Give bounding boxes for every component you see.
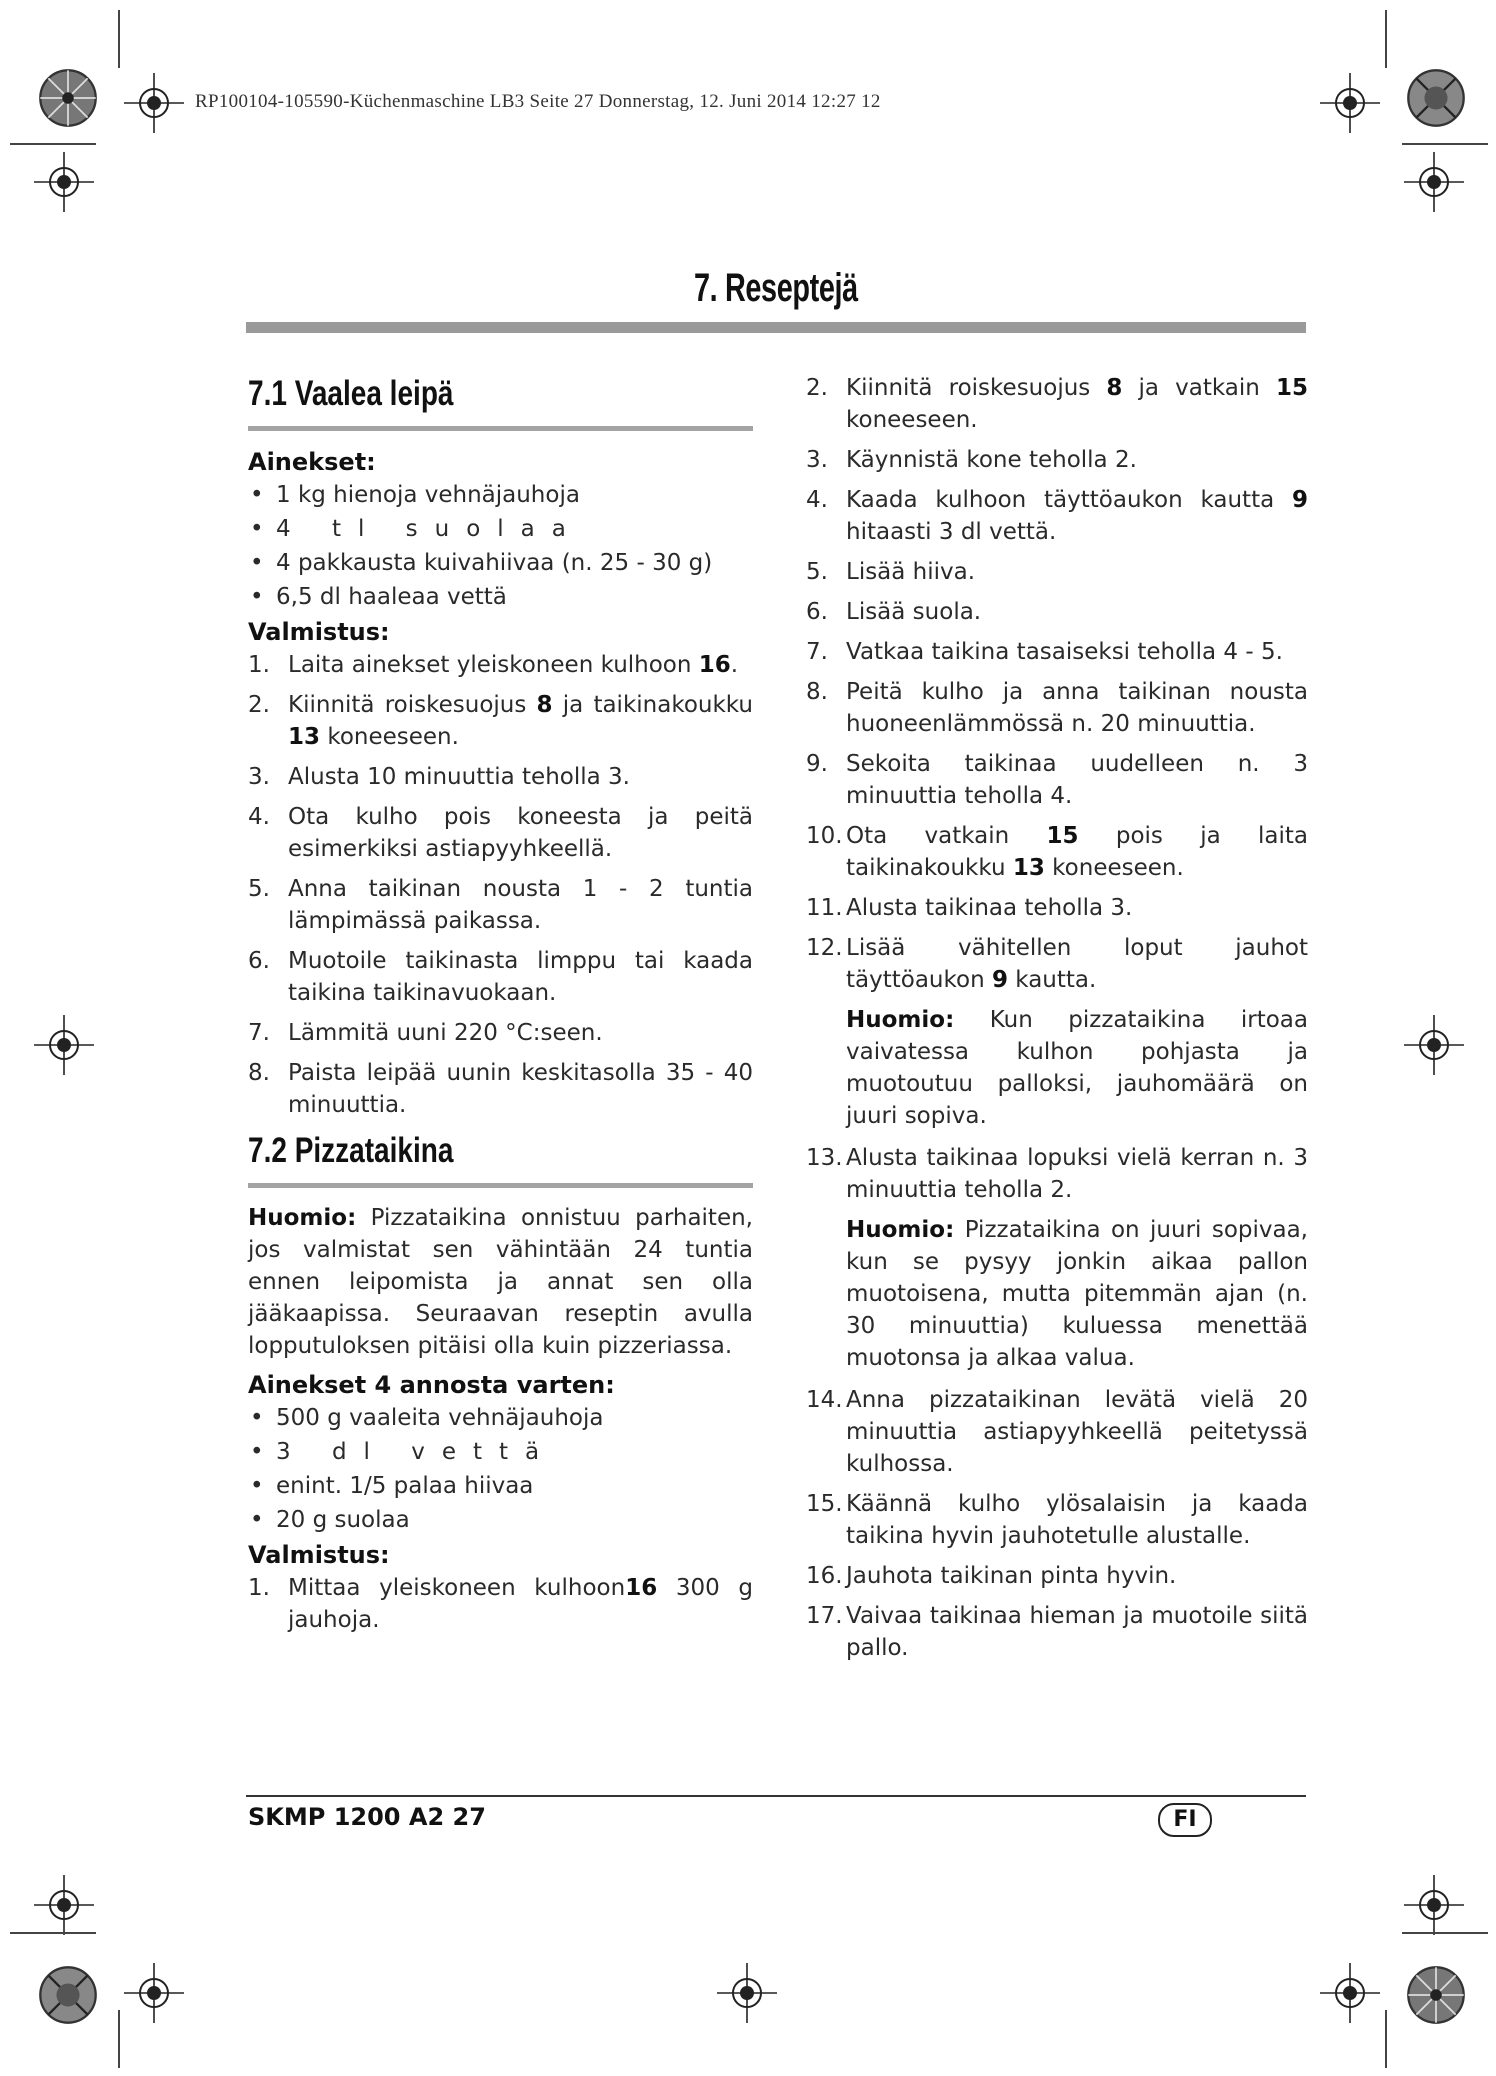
section-title-pizzataikina: 7.2 Pizzataikina (248, 1131, 454, 1170)
ingredient-item: • 1 kg hienoja vehnäjauhoja (248, 479, 753, 511)
step-item: 10. Ota vatkain 15 pois ja laita taikinakoukku 13 koneeseen. (806, 823, 1309, 881)
ingredient-item: • 4 tl suolaa (248, 513, 753, 545)
left-column (248, 372, 753, 1644)
section-rule (248, 1183, 753, 1188)
print-slug: RP100104-105590-Küchenmaschine LB3 Seite 27 Donnerstag, 12. Juni 2014 12:27 12 (195, 91, 881, 112)
note-paragraph: Huomio: Pizzataikina onnistuu parhaiten, jos valmistat sen vähintään 24 tuntia ennen leipomista ja annat sen olla jääkaapissa. Seuraavan reseptin avulla lopputuloksen pitäisi olla kuin pizzeriassa. (248, 1205, 753, 1359)
step-item: 12. Lisää vähitellen loput jauhot täyttöaukon 9 kautta. (806, 935, 1308, 993)
step-item: 5. Anna taikinan nousta 1 - 2 tuntia lämpimässä paikassa. (248, 876, 753, 934)
section-title-vaalea-leipa: 7.1 Vaalea leipä (248, 374, 454, 413)
step-item: 6. Muotoile taikinasta limppu tai kaada taikina taikinavuokaan. (248, 948, 753, 1006)
step-item: 15. Käännä kulho ylösalaisin ja kaada taikina hyvin jauhotetulle alustalle. (806, 1491, 1308, 1549)
ingredients-heading: Ainekset: (248, 448, 376, 476)
section-rule (248, 426, 753, 431)
step-item: 1. Laita ainekset yleiskoneen kulhoon 16. (248, 652, 739, 678)
step-item: 2. Kiinnitä roiskesuojus 8 ja vatkain 15 koneeseen. (806, 375, 1308, 433)
registration-mark-icon (34, 1015, 94, 1075)
registration-mark-icon (1320, 73, 1380, 133)
method-heading: Valmistus: (248, 1541, 390, 1569)
color-target-icon (1406, 1965, 1458, 2017)
ingredient-item: • 500 g vaaleita vehnäjauhoja (248, 1402, 753, 1434)
ingredients-heading: Ainekset 4 annosta varten: (248, 1371, 615, 1399)
color-target-icon (38, 1965, 90, 2017)
footer-model-page: SKMP 1200 A2 27 (248, 1803, 486, 1831)
color-target-icon (38, 68, 90, 120)
crop-mark (1402, 143, 1488, 145)
crop-mark (1385, 10, 1387, 68)
step-item: 3. Käynnistä kone teholla 2. (806, 447, 1137, 473)
page-number: 27 (452, 1803, 486, 1831)
registration-mark-icon (1404, 152, 1464, 212)
step-item: 8. Peitä kulho ja anna taikinan nousta huoneenlämmössä n. 20 minuuttia. (806, 679, 1308, 737)
step-item: 14. Anna pizzataikinan levätä vielä 20 minuuttia astiapyyhkeellä peitetyssä kulhossa. (806, 1387, 1308, 1477)
step-list (248, 649, 753, 1121)
ingredient-item: • enint. 1/5 palaa hiivaa (248, 1470, 753, 1502)
note-paragraph: Huomio: Pizzataikina on juuri sopivaa, kun se pysyy jonkin aikaa pallon muotoisena, mutta pitemmän ajan (n. 30 minuuttia) kuluessa menettää muotonsa ja alkaa valua. (846, 1217, 1308, 1371)
crop-mark (10, 1932, 96, 1934)
step-item: 2. Kiinnitä roiskesuojus 8 ja taikinakoukku 13 koneeseen. (248, 692, 753, 750)
ingredient-item: • 6,5 dl haaleaa vettä (248, 581, 753, 613)
step-item: 1. Mittaa yleiskoneen kulhoon16 300 g jauhoja. (248, 1575, 753, 1633)
step-item: 8. Paista leipää uunin keskitasolla 35 - 40 minuuttia. (248, 1060, 753, 1118)
language-badge: FI (1158, 1803, 1212, 1837)
step-list (806, 1384, 1308, 1664)
step-item: 6. Lisää suola. (806, 599, 982, 625)
registration-mark-icon (1320, 1963, 1380, 2023)
ingredient-list (248, 1402, 753, 1536)
step-item: 11. Alusta taikinaa teholla 3. (806, 895, 1133, 921)
crop-mark (1402, 1932, 1488, 1934)
step-item: 3. Alusta 10 minuuttia teholla 3. (248, 764, 630, 790)
step-item: 9. Sekoita taikinaa uudelleen n. 3 minuuttia teholla 4. (806, 751, 1308, 809)
ingredient-item: • 4 pakkausta kuivahiivaa (n. 25 - 30 g) (248, 547, 753, 579)
method-heading: Valmistus: (248, 618, 390, 646)
step-list (806, 1142, 1308, 1206)
registration-mark-icon (124, 73, 184, 133)
crop-mark (10, 143, 96, 145)
step-item: 13. Alusta taikinaa lopuksi vielä kerran n. 3 minuuttia teholla 2. (806, 1145, 1308, 1203)
color-target-icon (1406, 68, 1458, 120)
chapter-title: 7. Reseptejä (694, 266, 858, 310)
crop-mark (1385, 2010, 1387, 2068)
step-list (806, 372, 1308, 996)
registration-mark-icon (1404, 1015, 1464, 1075)
ingredient-list (248, 479, 753, 613)
chapter-rule (246, 322, 1306, 333)
step-item: 4. Ota kulho pois koneesta ja peitä esimerkiksi astiapyyhkeellä. (248, 804, 753, 862)
step-item: 4. Kaada kulhoon täyttöaukon kautta 9 hitaasti 3 dl vettä. (806, 487, 1308, 545)
registration-mark-icon (34, 1875, 94, 1935)
step-list (248, 1572, 753, 1636)
step-item: 7. Lämmitä uuni 220 °C:seen. (248, 1020, 603, 1046)
crop-mark (118, 2010, 120, 2068)
step-item: 17. Vaivaa taikinaa hieman ja muotoile siitä pallo. (806, 1603, 1308, 1661)
ingredient-item: • 20 g suolaa (248, 1504, 753, 1536)
ingredient-item: • 3 dl vettä (248, 1436, 753, 1468)
step-item: 16. Jauhota taikinan pinta hyvin. (806, 1563, 1177, 1589)
registration-mark-icon (1404, 1875, 1464, 1935)
registration-mark-icon (717, 1963, 777, 2023)
footer-rule (246, 1795, 1306, 1797)
step-item: 7. Vatkaa taikina tasaiseksi teholla 4 - 5. (806, 639, 1283, 665)
right-column (806, 372, 1308, 1672)
registration-mark-icon (34, 152, 94, 212)
registration-mark-icon (124, 1963, 184, 2023)
step-item: 5. Lisää hiiva. (806, 559, 976, 585)
note-paragraph: Huomio: Kun pizzataikina irtoaa vaivatessa kulhon pohjasta ja muotoutuu palloksi, jauhomäärä on juuri sopiva. (846, 1007, 1308, 1129)
crop-mark (118, 10, 120, 68)
